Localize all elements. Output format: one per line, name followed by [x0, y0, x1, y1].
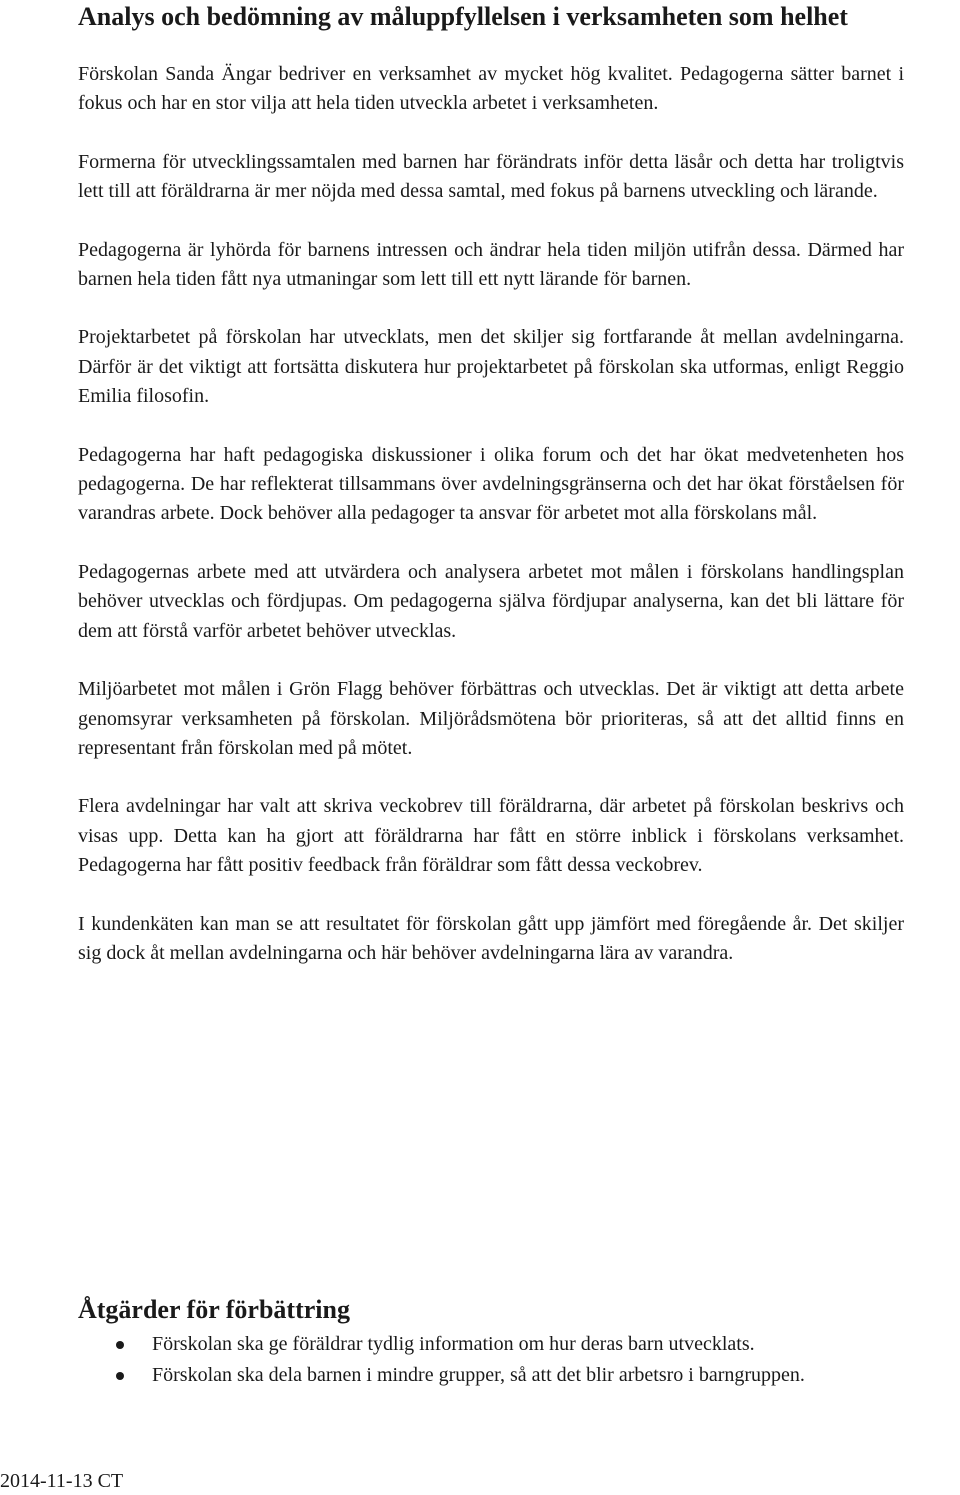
bullet-icon	[116, 1372, 124, 1380]
footer-date: 2014-11-13 CT	[0, 1470, 124, 1492]
paragraph-quality: Förskolan Sanda Ängar bedriver en verksamhet av mycket hög kvalitet. Pedagogerna sätter barnet i fokus och har en stor vilja att hela tiden utveckla arbetet i verksamheten.	[78, 63, 904, 115]
list-item-text: Förskolan ska ge föräldrar tydlig information om hur deras barn utvecklats.	[152, 1333, 755, 1355]
bullet-icon	[116, 1341, 124, 1349]
page-title: Analys och bedömning av måluppfyllelsen i verksamheten som helhet	[78, 2, 848, 31]
paragraph-weekly-letters: Flera avdelningar har valt att skriva veckobrev till föräldrarna, där arbetet på förskolan beskrivs och visas upp. Detta kan ha gjort att föräldrarna har fått en större inblick i förskolans verksamhet. Pedagogerna har fått positiv feedback från föräldrar som fått dessa veckobrev.	[78, 795, 904, 877]
actions-list	[78, 1330, 904, 1393]
list-item-text: Förskolan ska dela barnen i mindre grupper, så att det blir arbetsro i barngruppen.	[152, 1364, 805, 1387]
section-heading-actions: Åtgärder för förbättring	[78, 1295, 350, 1324]
paragraph-project-work: Projektarbetet på förskolan har utvecklats, men det skiljer sig fortfarande åt mellan avdelningarna. Därför är det viktigt att fortsätta diskutera hur projektarbetet på förskolan ska utformas, enligt Reggio Emilia filosofin.	[78, 326, 904, 408]
paragraph-environment: Pedagogerna är lyhörda för barnens intressen och ändrar hela tiden miljön utifrån dessa. Därmed har barnen hela tiden fått nya utmaningar som lett till ett nytt lärande för barnen.	[78, 238, 904, 291]
list-item	[78, 1361, 904, 1390]
paragraph-pedagogical-discussions: Pedagogerna har haft pedagogiska diskussioner i olika forum och det har ökat medvetenheten hos pedagogerna. De har reflekterat tillsammans över avdelningsgränserna och det har ökat förståelsen för varandras arbete. Dock behöver alla pedagoger ta ansvar för arbetet mot alla förskolans mål.	[78, 443, 904, 525]
paragraph-development-talks: Formerna för utvecklingssamtalen med barnen har förändrats inför detta läsår och detta har troligtvis lett till att föräldrarna är mer nöjda med dessa samtal, med fokus på barnens utveckling och lärande.	[78, 150, 904, 203]
paragraph-evaluation: Pedagogernas arbete med att utvärdera och analysera arbetet mot målen i förskolans handlingsplan behöver utvecklas och fördjupas. Om pedagogerna själva fördjupar analyserna, kan det bli lättare för dem att förstå varför arbetet behöver utvecklas.	[78, 560, 904, 642]
paragraph-customer-survey: I kundenkäten kan man se att resultatet för förskolan gått upp jämfört med föregående år. Det skiljer sig dock åt mellan avdelningarna och här behöver avdelningarna lära av varandra.	[78, 912, 904, 964]
paragraph-green-flag: Miljöarbetet mot målen i Grön Flagg behöver förbättras och utvecklas. Det är viktigt att detta arbete genomsyrar verksamheten på förskolan. Miljörådsmötena bör prioriteras, så att det alltid finns en representant från förskolan med på mötet.	[78, 678, 904, 759]
body-text	[78, 60, 904, 968]
list-item	[78, 1330, 904, 1359]
